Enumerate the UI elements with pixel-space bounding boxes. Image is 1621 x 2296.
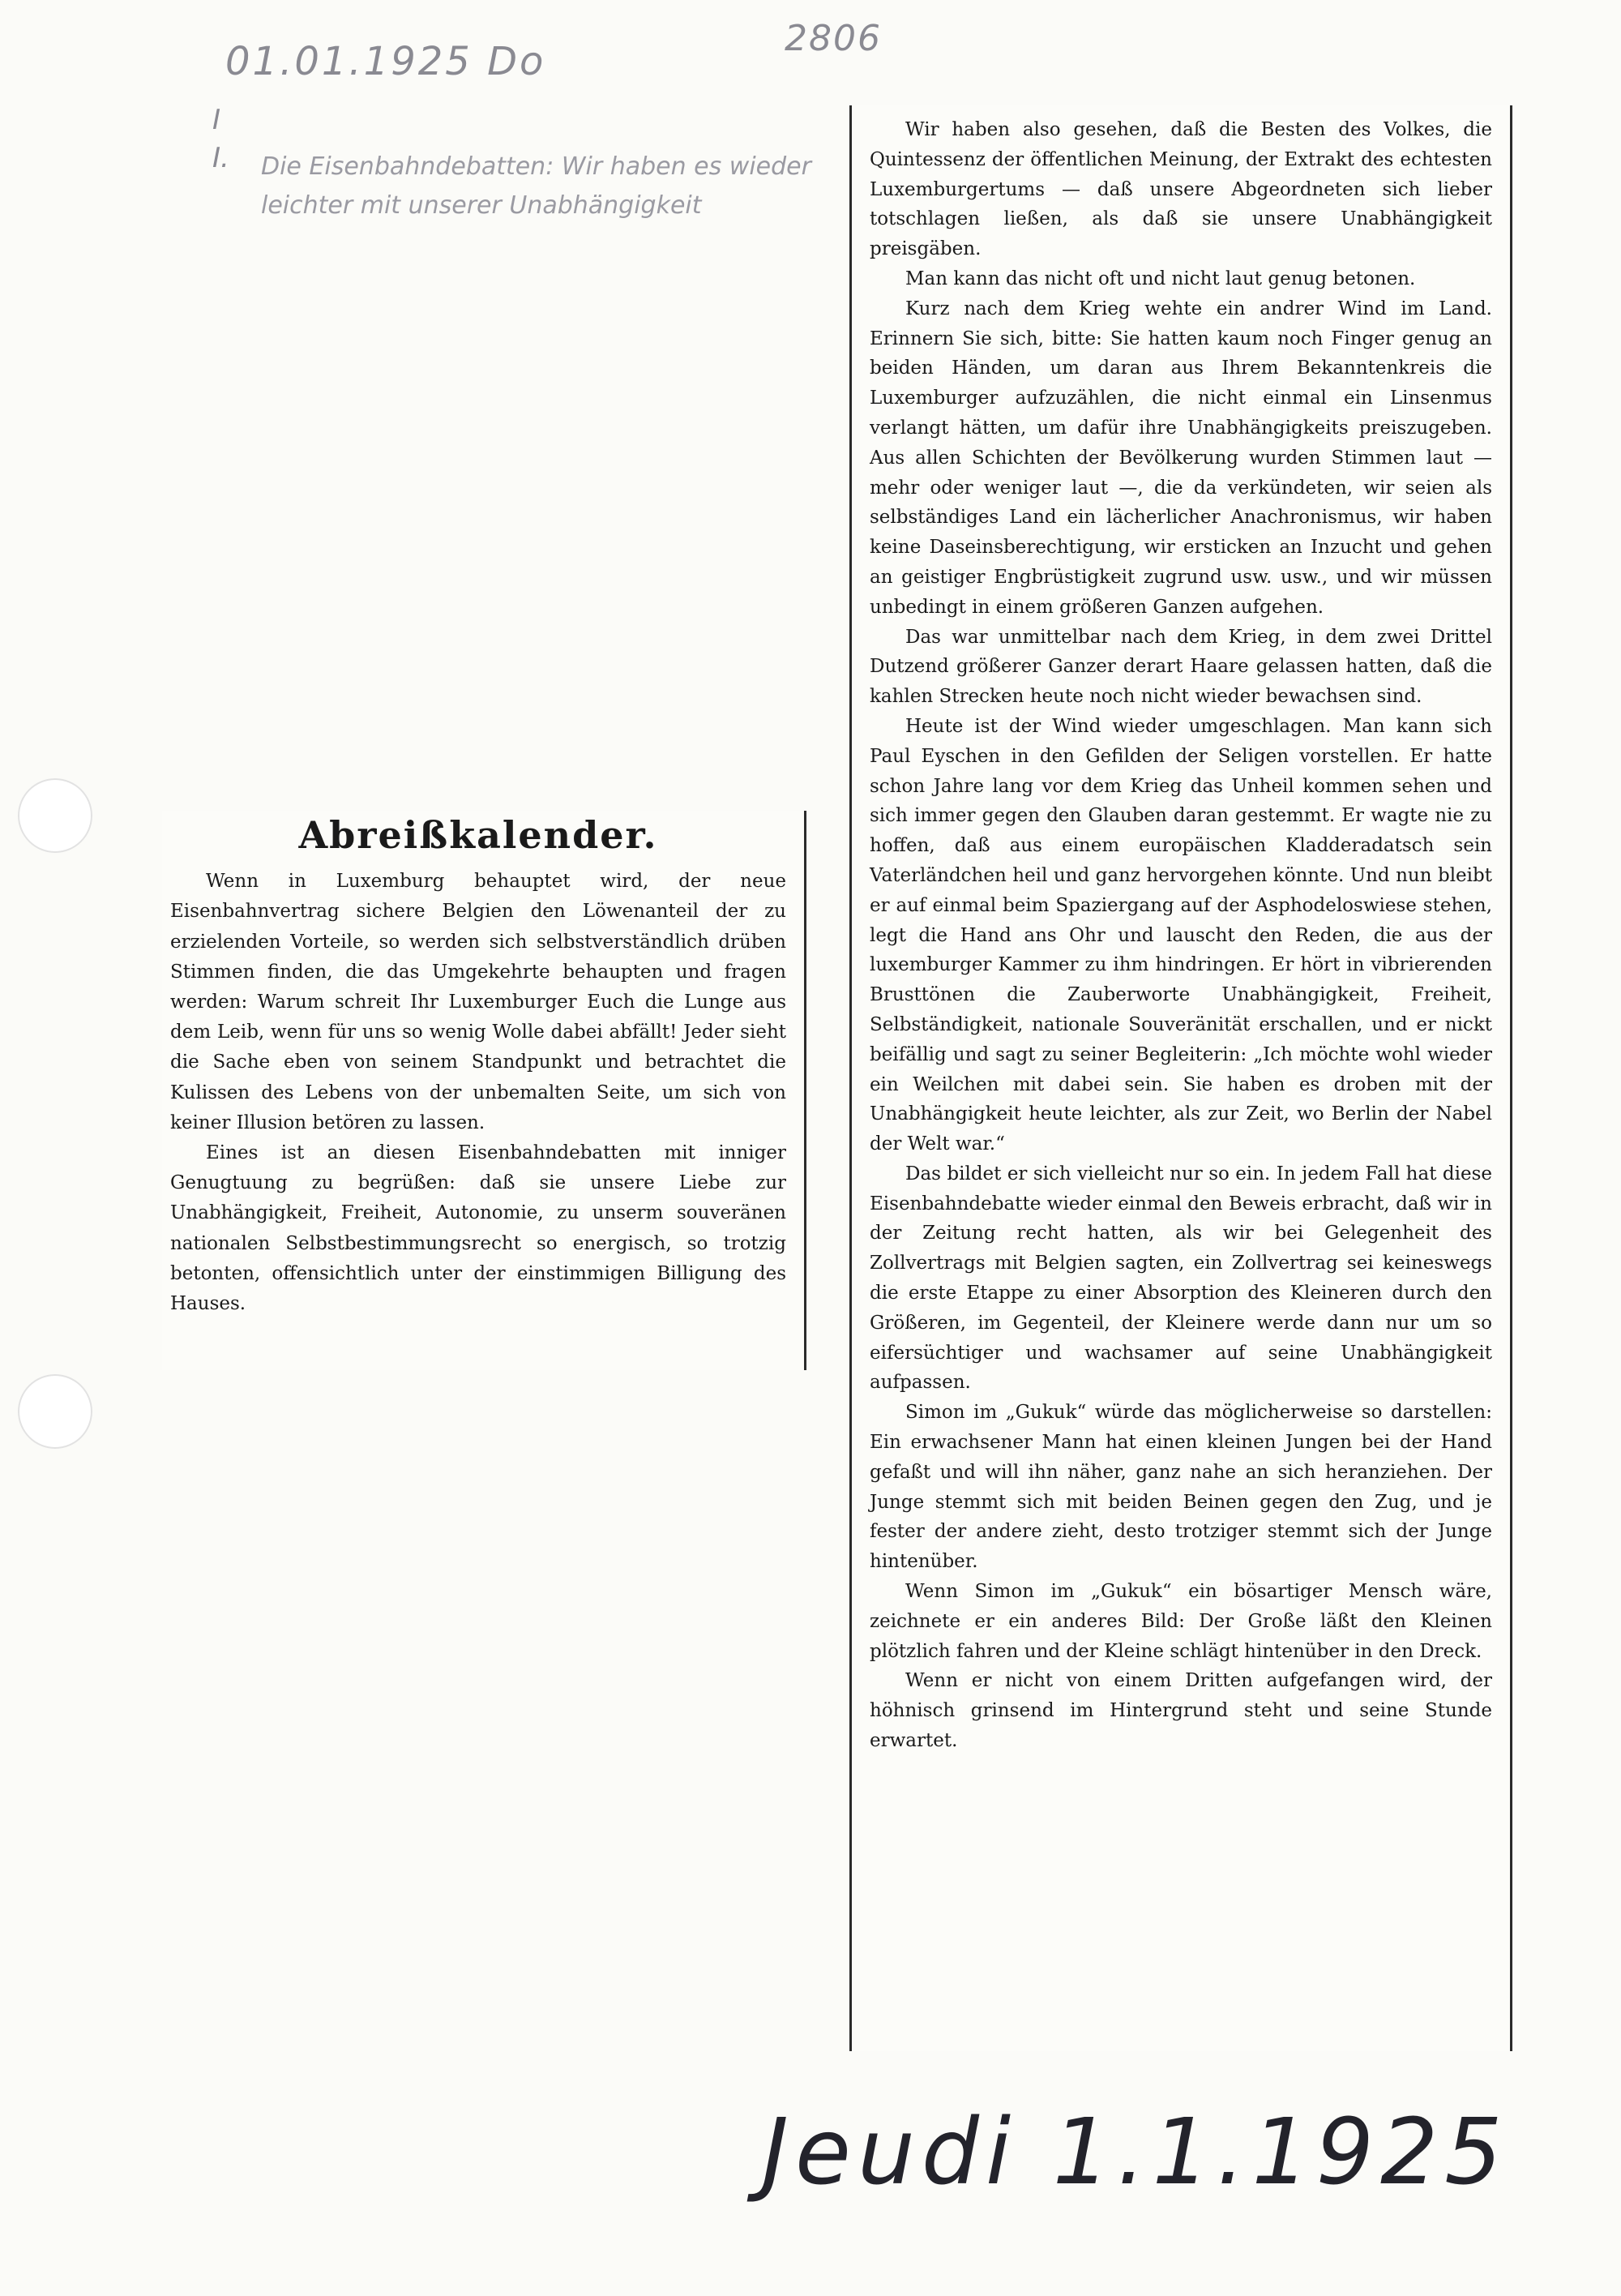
article-paragraph: Simon im „Gukuk“ würde das möglicherweise so darstellen: Ein erwachsener Mann hat einen kleinen Jungen bei der Hand gefaßt und will ihn näher, ganz nahe an sich heranziehen. Der Junge stemmt sich mit beiden Beinen gegen den Zug, und je fester der andere zieht, desto trotziger stemmt sich der Junge hintenüber. — [870, 1402, 1492, 1573]
roman-mark-1: I — [212, 104, 221, 136]
punch-hole-top — [18, 778, 92, 853]
newspaper-clipping-right — [849, 105, 1512, 2051]
punch-hole-bottom — [18, 1374, 92, 1449]
newspaper-clipping-left — [162, 811, 806, 1370]
article-paragraph: Wenn Simon im „Gukuk“ ein bösartiger Mensch wäre, zeichnete er ein anderes Bild: Der Große läßt den Kleinen plötzlich fahren und der Kleine schlägt hintenüber in den Dreck. — [870, 1581, 1492, 1662]
handwritten-note: Die Eisenbahndebatten: Wir haben es wieder leichter mit unserer Unabhängigkeit — [261, 152, 811, 220]
article-paragraph: Das bildet er sich vielleicht nur so ein. In jedem Fall hat diese Eisenbahndebatte wieder einmal den Beweis erbracht, daß wir in der Zeitung recht hatten, als wir bei Gelegenheit des Zollvertrags mit Belgien sagten, ein Zollvertrag sei keineswegs die erste Etappe zu einer Absorption des Kleineren durch den Größeren, im Gegenteil, der Kleinere werde dann nur um so eifersüchtiger und wachsamer auf seine Unabhängigkeit aufpassen. — [870, 1163, 1492, 1394]
handwritten-date: 01.01.1925 Do — [225, 39, 546, 84]
article-paragraph: Kurz nach dem Krieg wehte ein andrer Wind im Land. Erinnern Sie sich, bitte: Sie hatten kaum noch Finger genug an beiden Händen, um daran aus Ihrem Bekanntenkreis die Luxemburger aufzuzählen, die nicht einmal ein Linsenmus verlangt hätten, um dafür ihre Unabhängigkeits preiszugeben. Aus allen Schichten der Bevölkerung wurden Stimmen laut — mehr oder weniger laut —, die da verkündeten, wir seien als selbständiges Land ein lächerlicher Anachronismus, wir haben keine Daseinsberechtigung, wir ersticken an Inzucht und gehen an geistiger Engbrüstigkeit zugrund usw. usw., und wir müssen unbedingt in einem größeren Ganzen aufgehen. — [870, 298, 1492, 618]
article-paragraph: Wenn er nicht von einem Dritten aufgefangen wird, der höhnisch grinsend im Hintergrund steht und seine Stunde erwartet. — [870, 1670, 1492, 1752]
roman-mark-2: I. — [212, 142, 229, 174]
archive-number: 2806 — [785, 18, 882, 59]
handwritten-bottom-date: Jeudi 1.1.1925 — [762, 2100, 1509, 2205]
article-paragraph: Man kann das nicht oft und nicht laut genug betonen. — [905, 268, 1416, 289]
article-paragraph: Heute ist der Wind wieder umgeschlagen. Man kann sich Paul Eyschen in den Gefilden der Seligen vorstellen. Er hatte schon Jahre lang vor dem Krieg das Unheil kommen sehen und sich immer gegen den Glauben daran gestemmt. Er wagte nie zu hoffen, daß aus einem europäischen Kladderadatsch sein Vaterländchen heil und ganz hervorgehen könnte. Und nun bleibt er auf einmal beim Spaziergang auf der Asphodeloswiese stehen, legt die Hand ans Ohr und lauscht den Reden, die aus der luxemburger Kammer zu ihm hindringen. Er hört in vibrierenden Brusttönen die Zauberworte Unabhängigkeit, Freiheit, Selbständigkeit, nationale Souveränität erschallen, und er nickt beifällig und sagt zu seiner Begleiterin: „Ich möchte wohl wieder ein Weilchen mit dabei sein. Sie haben es droben mit der Unabhängigkeit heute leichter, als zur Zeit, wo Berlin der Nabel der Welt war.“ — [870, 715, 1492, 1155]
article-paragraph: Wir haben also gesehen, daß die Besten des Volkes, die Quintessenz der öffentlichen Meinung, der Extrakt des echtesten Luxemburgertums — daß unsere Abgeordneten sich lieber totschlagen ließen, als daß sie unsere Unabhängigkeit preisgäben. — [870, 119, 1492, 260]
article-paragraph: Wenn in Luxemburg behauptet wird, der neue Eisenbahnvertrag sichere Belgien den Löwenanteil der zu erzielenden Vorteile, so werden sich selbstverständlich drüben Stimmen finden, die das Umgekehrte behaupten und fragen werden: Warum schreit Ihr Luxemburger Euch die Lunge aus dem Leib, wenn für uns so wenig Wolle dabei abfällt! Jeder sieht die Sache eben von seinem Standpunkt und betrachtet die Kulissen des Lebens von der unbemalten Seite, um sich von keiner Illusion betören zu lassen. — [170, 871, 786, 1133]
article-paragraph: Das war unmittelbar nach dem Krieg, in dem zwei Drittel Dutzend größerer Ganzer derart Haare gelassen hatten, daß die kahlen Strecken heute noch nicht wieder bewachsen sind. — [870, 626, 1492, 708]
article-title: Abreißkalender. — [298, 813, 658, 857]
article-paragraph: Eines ist an diesen Eisenbahndebatten mit inniger Genugtuung zu begrüßen: daß sie unsere Liebe zur Unabhängigkeit, Freiheit, Autonomie, zu unserm souveränen nationalen Selbstbestimmungsrecht so energisch, so trotzig betonten, offensichtlich unter der einstimmigen Billigung des Hauses. — [170, 1142, 786, 1315]
